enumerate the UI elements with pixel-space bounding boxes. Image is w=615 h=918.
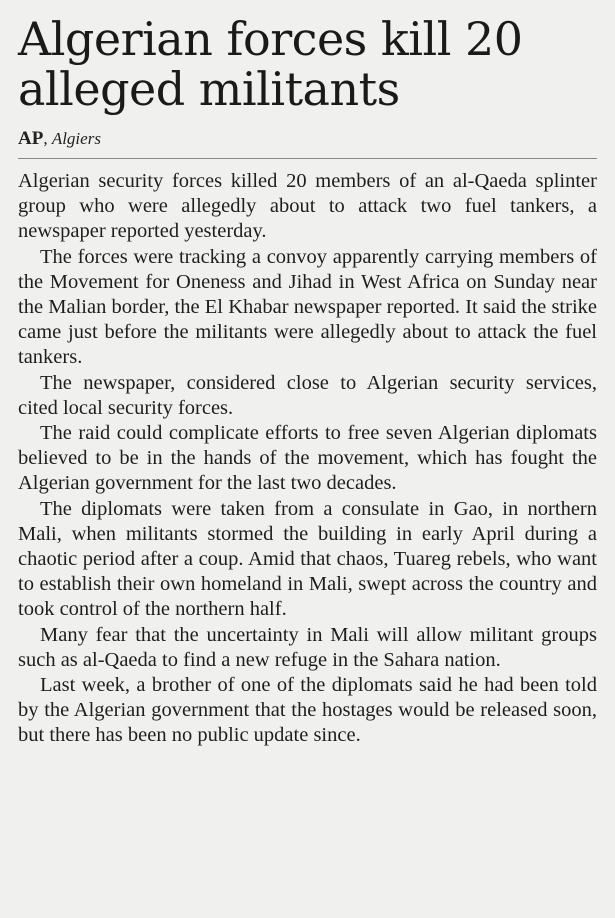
byline-agency: AP (18, 128, 44, 149)
article-paragraph: Last week, a brother of one of the diplomats said he had been told by the Algerian government that the hostages would be released soon, but there has been no public update since. (18, 674, 597, 747)
byline (18, 128, 597, 159)
article-paragraph: Algerian security forces killed 20 members of an al-Qaeda splinter group who were allegedly about to attack two fuel tankers, a newspaper reported yesterday. (18, 170, 597, 243)
article-headline: Algerian forces kill 20 alleged militants (18, 12, 523, 116)
article-paragraph: The diplomats were taken from a consulate in Gao, in northern Mali, when militants stormed the building in early April during a chaotic period after a coup. Amid that chaos, Tuareg rebels, who want to establish their own homeland in Mali, swept across the country and took control of the northern half. (18, 497, 597, 621)
article-body (18, 169, 597, 749)
article-paragraph: The raid could complicate efforts to free seven Algerian diplomats believed to be in the hands of the movement, which has fought the Algerian government for the last two decades. (18, 422, 597, 495)
article-paragraph: The forces were tracking a convoy apparently carrying members of the Movement for Oneness and Jihad in West Africa on Sunday near the Malian border, the El Khabar newspaper reported. It said the strike came just before the militants were allegedly about to attack the fuel tankers. (18, 245, 597, 369)
byline-place: Algiers (51, 129, 101, 148)
article-paragraph: Many fear that the uncertainty in Mali will allow militant groups such as al-Qaeda to find a new refuge in the Sahara nation. (18, 623, 597, 671)
article-paragraph: The newspaper, considered close to Algerian security services, cited local security forces. (18, 371, 597, 419)
byline-separator: , (43, 129, 52, 148)
